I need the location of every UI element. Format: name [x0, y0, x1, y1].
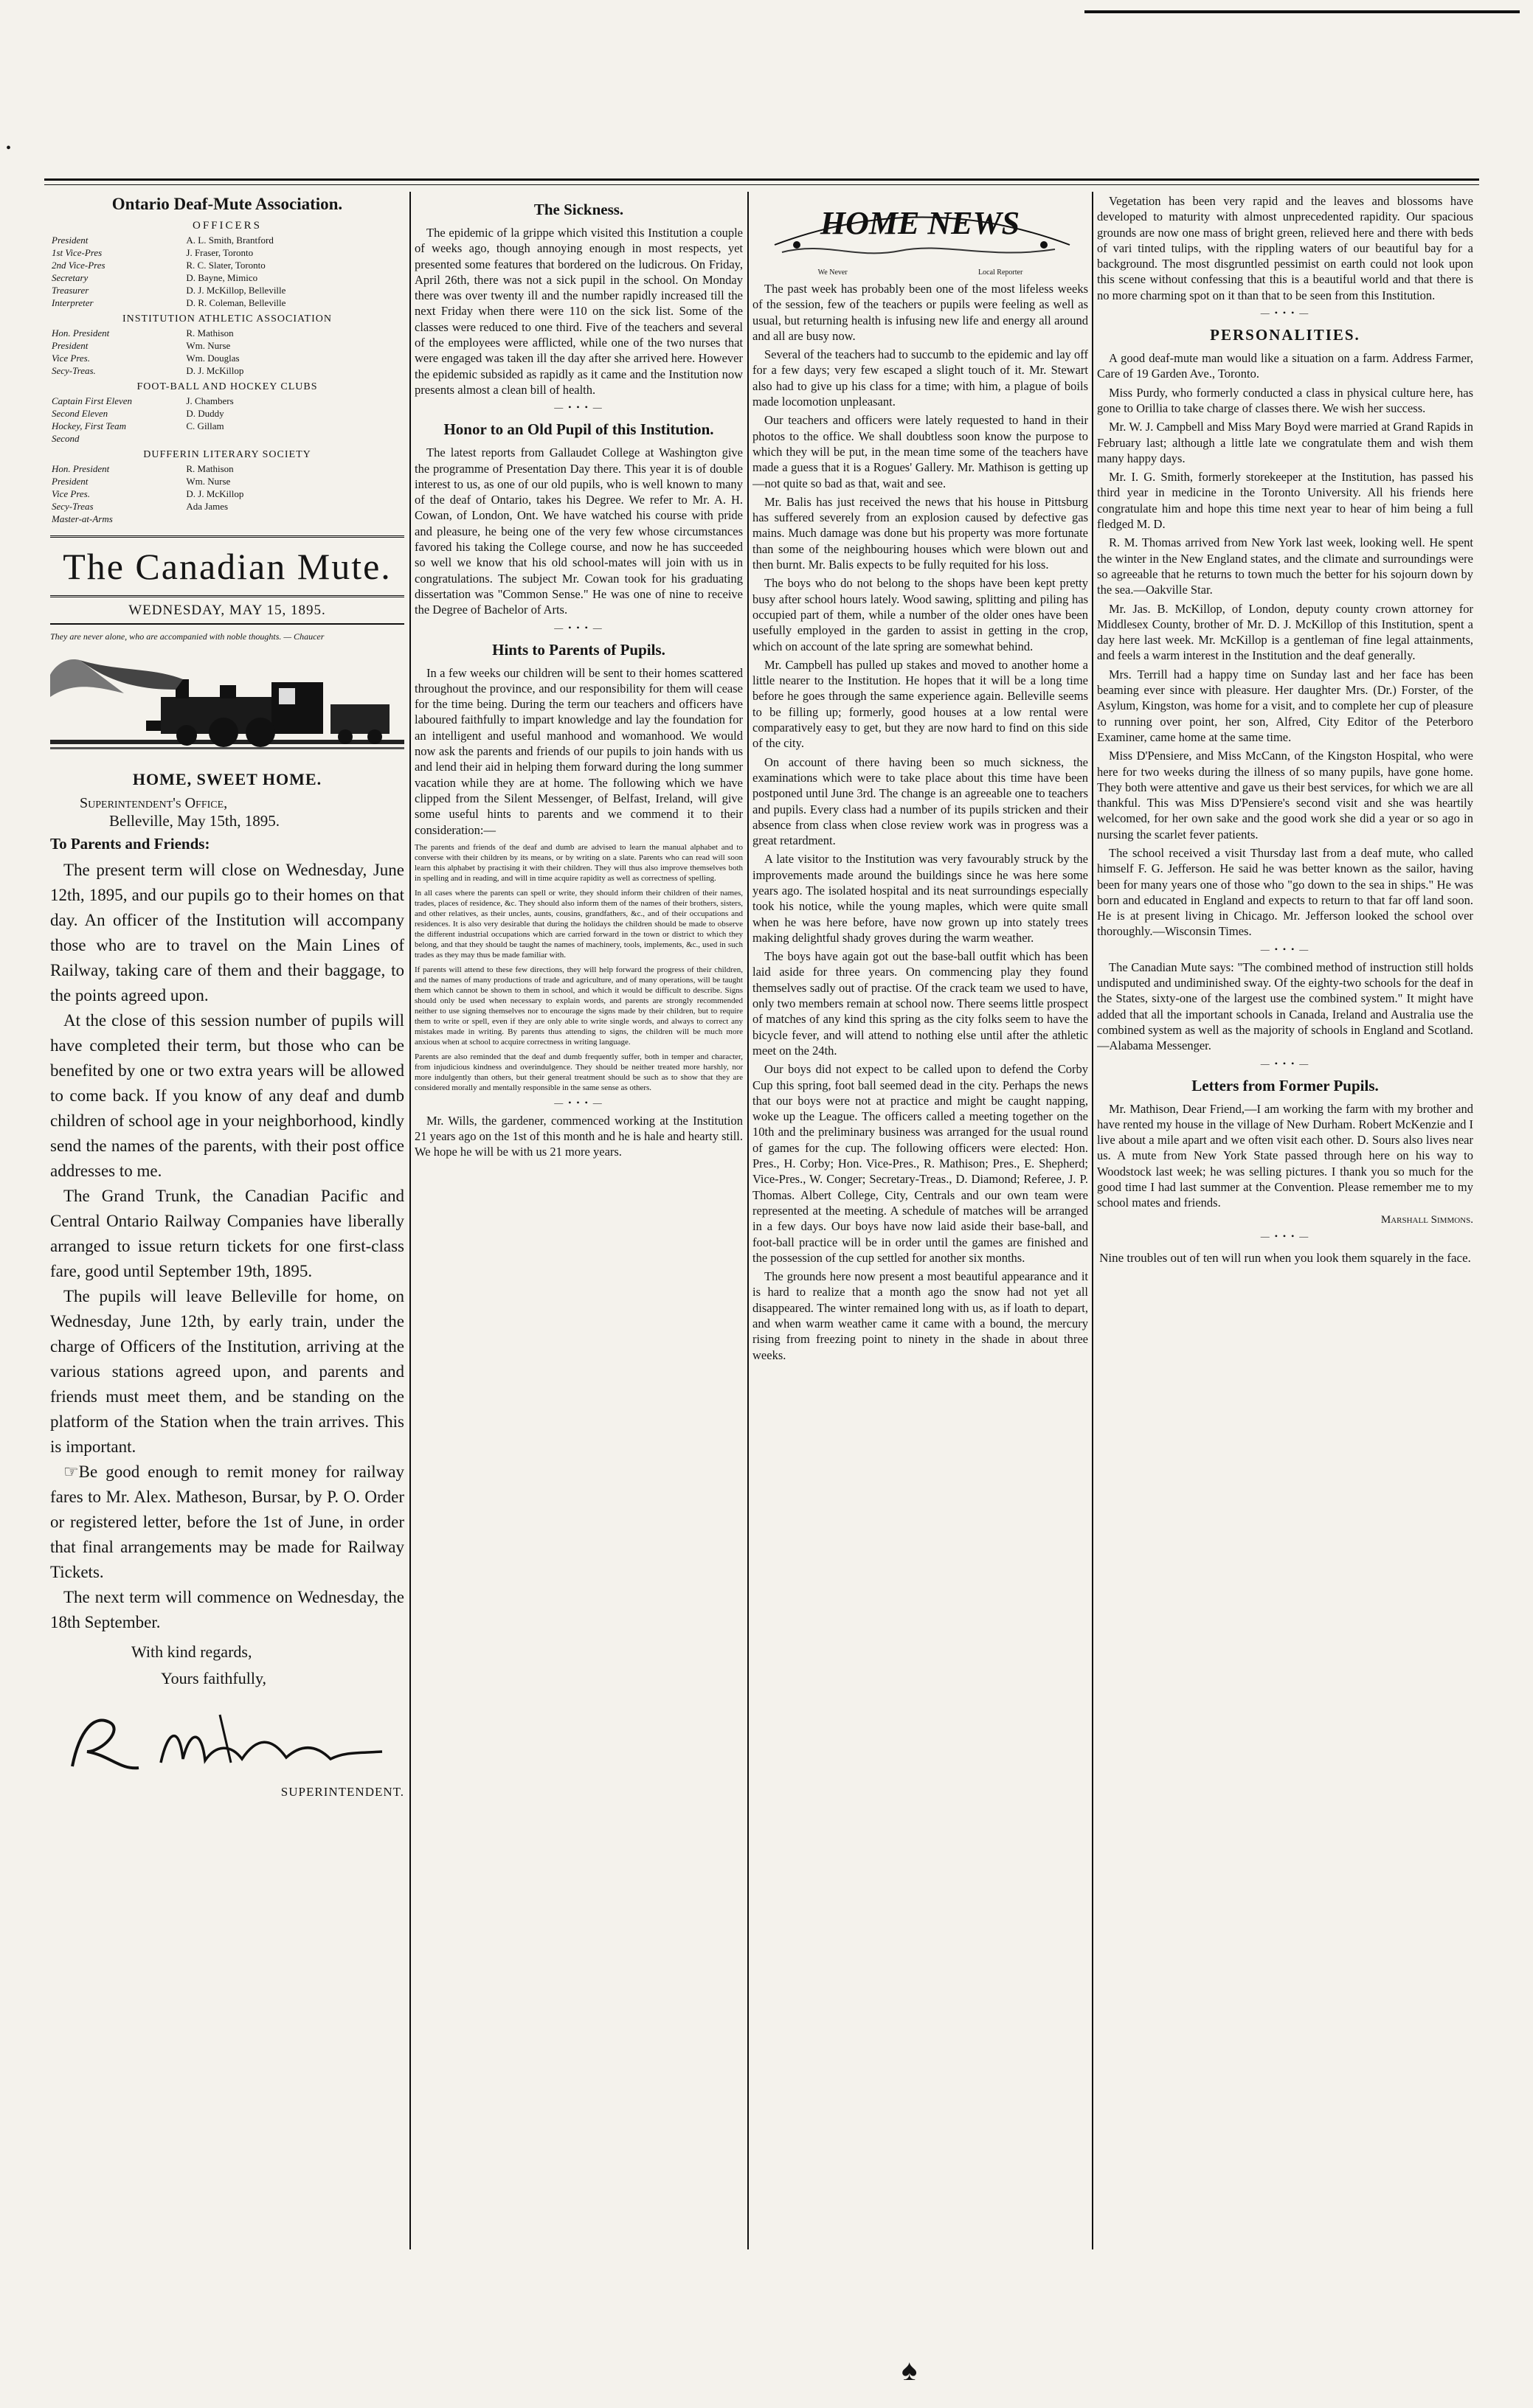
personality-item: Mr. Jas. B. McKillop, of London, deputy county crown attorney for Middlesex County, brother of Mr. D. J. McKillop of this Institution, spent a day here last week. Mr. McKillop is a gentleman of fine legal attainments, and feels a warm interest in the Institution and the deaf generally.: [1097, 601, 1473, 663]
officer-name: D. J. McKillop: [186, 488, 244, 499]
section-divider: — • • • —: [1260, 1058, 1310, 1069]
column-4: [1097, 193, 1473, 1266]
officer-row: [50, 475, 404, 488]
officer-name: R. Mathison: [186, 463, 234, 474]
officer-row: [50, 364, 404, 377]
officer-title: Hon. President: [52, 463, 110, 474]
officer-title: Treasurer: [52, 285, 89, 296]
news-paragraph: Several of the teachers had to succumb to the epidemic and lay off for a few days; very few escaped a slight touch of it. Mr. Stewart also had to give up his class for a time; with him, a plague of boils made locomotion unpleasant.: [752, 347, 1088, 409]
officer-title: Interpreter: [52, 297, 94, 308]
bottom-ornament: ♠: [902, 2353, 918, 2387]
letter-yours: Yours faithfully,: [161, 1669, 267, 1687]
sickness-heading: The Sickness.: [533, 201, 624, 218]
epigraph-quote: They are never alone, who are accompanied with noble thoughts. — Chaucer: [50, 631, 325, 642]
officer-name: D. J. McKillop: [186, 365, 244, 376]
logo-subtitle: [752, 268, 1088, 277]
officer-name: D. J. McKillop, Belleville: [186, 285, 286, 296]
personalities-heading: PERSONALITIES.: [1210, 326, 1360, 344]
officer-row: [50, 462, 404, 475]
officer-name: Ada James: [186, 501, 229, 512]
officer-title: Second: [52, 433, 80, 444]
athletic-table: [50, 327, 404, 377]
officer-title: Secy-Treas.: [52, 365, 96, 376]
officer-row: [50, 420, 404, 432]
news-paragraph: The grounds here now present a most beautiful appearance and it is hard to realize that a month ago the snow had not yet all disappeared. The winter remained long with us, as if loath to depart, and when warm weather came it came with a bound, the mercury rising from freezing point to ninety in the shade in about three weeks.: [752, 1269, 1088, 1362]
date-line: WEDNESDAY, MAY 15, 1895.: [50, 600, 404, 625]
officer-row: [50, 234, 404, 246]
header-rule-thin: [44, 184, 1479, 185]
vegetation-article: Vegetation has been very rapid and the leaves and blossoms have developed to maturity with almost unprecedented rapidity. Our spacious grounds are now one mass of bright green, relieved here and there with beds of vari tinted tulips, with the rippling waters of our beautiful bay for a background. The most disgruntled pessimist on earth could not look upon this scene without confessing that this is a beautiful world and that there is no more charming spot on it than that to be seen from this Institution.: [1097, 194, 1473, 302]
officer-title: Hon. President: [52, 327, 110, 339]
logo-sub-left: We Never: [817, 268, 848, 277]
hints-article: In a few weeks our children will be sent to their homes scattered throughout the province, and our responsibility for them will cease for the time being. During the term our teachers and officers have laboured faithfully to impart knowledge and lay the foundation for an intelligent and useful manhood and womanhood. We would now ask the parents and friends of our pupils to join hands with us and lend their aid in helping them forward during the long summer vacation while they are at home. The following which we have clipped from the Silent Messenger, of Belfast, Ireland, will give some useful hints to parents and we commend it to their consideration:—: [415, 665, 743, 837]
personality-item: Mr. W. J. Campbell and Miss Mary Boyd were married at Grand Rapids in February last; although a little late we congratulate them and wish them many happy days.: [1097, 420, 1473, 465]
letter-salutation: To Parents and Friends:: [50, 835, 210, 853]
officer-name: [184, 432, 404, 445]
logo-text: HOME NEWS: [820, 205, 1020, 241]
section-divider: — • • • —: [554, 402, 603, 413]
officer-name: C. Gillam: [186, 420, 224, 431]
news-paragraph: A late visitor to the Institution was very favourably struck by the improvements made around the buildings since he was here some years ago. The isolated hospital and its neat surroundings especially took his notice, while the young maples, which were quite small when he was here before, have now grown up into stately trees making delightful shady groves during the warm weather.: [752, 852, 1088, 945]
personality-item: The school received a visit Thursday last from a deaf mute, who called himself F. G. Jefferson. He said he was better known as the sailor, having been for many years one of those who "go down to the sea in ships." He was born and educated in England and expects to return to that far off land soon. He is at present living in Chicago. Mr. Jefferson looked the school over thoroughly.—Wisconsin Times.: [1097, 845, 1473, 939]
officer-row: [50, 407, 404, 420]
officer-row: [50, 296, 404, 309]
officers-table: [50, 234, 404, 309]
letter-paragraph: The present term will close on Wednesday, June 12th, 1895, and our pupils go to their homes on that day. An officer of the Institution will accompany those who are to travel on the Main Lines of Railway, taking care of them and their baggage, to the points agreed upon.: [50, 861, 404, 1005]
officer-title: Captain First Eleven: [52, 395, 133, 406]
officer-row: [50, 271, 404, 284]
officer-row: [50, 284, 404, 296]
paper-title: The Canadian Mute.: [63, 546, 392, 587]
personality-item: A good deaf-mute man would like a situation on a farm. Address Farmer, Care of 19 Garden Ave., Toronto.: [1097, 351, 1473, 381]
personality-item: Mrs. Terrill had a happy time on Sunday last and her face has been beaming ever since with pleasure. Her daughter Mrs. (Dr.) Forster, of the Asylum, Kingston, was home for a visit, and to complete her cup of pleasure to running over point, her son, Alfred, City Editor of the Peterboro Examiner, came home at the same time.: [1097, 667, 1473, 744]
officer-title: Secretary: [52, 272, 89, 283]
officer-name: R. Mathison: [186, 327, 234, 339]
officer-name: [184, 513, 404, 525]
letter-paragraph: At the close of this session number of pupils will have completed their term, but those who can be benefited by one or two extra years will be allowed to come back. If you know of any deaf and dumb children of school age in your neighborhood, kindly send the names of the parents, with their post office addresses to me.: [50, 1011, 404, 1180]
hints-excerpt: [415, 842, 743, 1093]
news-paragraph: On account of there having been so much sickness, the examinations which were to take place about this time have been postponed until June 3rd. The change is an agreeable one to teachers and pupils. Every class had a number of its pupils stricken and their absence from class when close review work was in progress was a great retardment.: [752, 754, 1088, 848]
officer-row: [50, 327, 404, 339]
column-2: [415, 193, 743, 1163]
wills-article: Mr. Wills, the gardener, commenced working at the Institution 21 years ago on the 1st of this month and he is hale and hearty still. We hope he will be with us 21 more years.: [415, 1113, 743, 1159]
officers-heading: OFFICERS: [192, 220, 263, 232]
hints-paragraph: In all cases where the parents can spell or write, they should inform their children of their names, trades, places of residence, &c. They should also inform them of the names of their brothers, sisters, and other relatives, as their uncles, aunts, cousins, grandfathers, &c., and of their occupations and residences. It is also very desirable that during the holidays the children should be made to observe the different industrial occupations which are carried forward in the town or district to which they belong, and that they should be taught the names of machinery, tools, implements, &c., used in such trades as they may thus be made familiar with.: [415, 888, 743, 960]
officer-row: [50, 513, 404, 525]
hints-paragraph: The parents and friends of the deaf and dumb are advised to learn the manual alphabet and to converse with their children by its means, or by writing on a slate. Parents who can read will soon learn this alphabet by practising it with their children. They will thus also improve themselves both in spelling and in reading, and will in time acquire rapidity as well as correctness of spelling.: [415, 842, 743, 883]
letter-paragraph: The next term will commence on Wednesday, the 18th September.: [50, 1588, 404, 1631]
handwritten-signature: [50, 1700, 404, 1781]
personality-item: R. M. Thomas arrived from New York last week, looking well. He spent the winter in the New England states, and the climate and surroundings were so agreeable that he returns to town much the better for his sojourn down by the sea.—Oakville Star.: [1097, 535, 1473, 597]
officer-name: D. R. Coleman, Belleville: [186, 297, 286, 308]
officer-title: Vice Pres.: [52, 488, 90, 499]
news-paragraph: Our boys did not expect to be called upon to defend the Corby Cup this spring, foot ball seemed dead in the city. Perhaps the news that our boys were not at practice and might be caught napping, woke up the League. The officers called a meeting together on the 10th and the preliminary business was arranged for the usual round of games for the cup. The following officers were elected: Hon. Pres., H. Corby; Hon. Vice-Pres., R. Mathison; Pres., E. Shepherd; Vice-Pres., W. Conger; Secretary-Treas., D. Diamond; Referee, J. P. Thomas. Albert College, City, Centrals and our own team were represented at the meeting. A schedule of matches will be arranged in a few days. Our boys have now laid aside their base-ball, and foot-ball practice will be in order until the games are finished and the possession of the cup settled for another six months.: [752, 1062, 1088, 1265]
officer-row: [50, 246, 404, 259]
personalities-body: [1097, 350, 1473, 940]
personality-item: Miss Purdy, who formerly conducted a class in physical culture here, has gone to Orillia to take charge of classes there. We wish her success.: [1097, 385, 1473, 415]
officer-name: D. Bayne, Mimico: [186, 272, 258, 283]
personality-item: Miss D'Pensiere, and Miss McCann, of the Kingston Hospital, who were here for two weeks during the illness of so many pupils, have gone home. They both were attentive and gave us their best services, for which we are all thankful. This was Miss D'Pensiere's second visit and she was heartily welcomed, for her own sake and the good work she did a year or so ago in nursing the scarlet fever patients.: [1097, 749, 1473, 842]
officer-row: [50, 432, 404, 445]
section-divider: — • • • —: [1260, 308, 1310, 319]
hints-paragraph: Parents are also reminded that the deaf and dumb frequently suffer, both in temper and character, from injudicious kindness and overindulgence. They should be neither treated more harshly, nor more indulgently than others, but their general treatment should be such as to show that they are considered morally and mentally responsible in the same sense as others.: [415, 1052, 743, 1092]
officer-title: 1st Vice-Pres: [52, 247, 103, 258]
news-paragraph: The boys who do not belong to the shops have been kept pretty busy after school hours lately. Wood sawing, splitting and piling has occupied part of them, while a number of the older ones have been usefully employed in the garden to assist in getting in the crop, which on account of the late spring are somewhat behind.: [752, 576, 1088, 653]
officer-name: Wm. Douglas: [186, 353, 240, 364]
locomotive-illustration: [50, 653, 404, 756]
letter-paragraph: The pupils will leave Belleville for home, on Wednesday, June 12th, by early train, under the charge of Officers of the Institution, arriving at the various stations agreed upon, and parents and friends must meet them, and be standing on the platform of the Station when the train arrives. This is important.: [50, 1287, 404, 1456]
football-heading: FOOT-BALL AND HOCKEY CLUBS: [136, 381, 318, 392]
officer-row: [50, 259, 404, 271]
officer-title: President: [52, 476, 89, 487]
association-title: Ontario Deaf-Mute Association.: [111, 195, 343, 213]
officer-row: [50, 352, 404, 364]
news-paragraph: The past week has probably been one of the most lifeless weeks of the session, few of the teachers or pupils were feeling as well as usual, but returning health is infusing new life and energy all around and all are busy now.: [752, 282, 1088, 343]
sickness-article: The epidemic of la grippe which visited this Institution a couple of weeks ago, though annoying enough in most respects, yet presented some features that bordered on the ludicrous. On Friday, April 26th, there was not a sick pupil in the school. On Monday there was over twenty ill and the number rapidly increased till the next Friday when there were 110 on the sick list. Some of the classes were reduced to one third. Five of the teachers and several of the employees were afflicted, while one of the two nurses that were engaged was taken ill the day after she arrived here. However the epidemic subsided as rapidly as it came and the Institution now presents almost a clean bill of health.: [415, 226, 743, 397]
officer-row: [50, 395, 404, 407]
football-table: [50, 395, 404, 445]
section-divider: — • • • —: [1260, 1230, 1310, 1241]
hints-heading: Hints to Parents of Pupils.: [492, 640, 665, 659]
officer-row: [50, 500, 404, 513]
office-line: Superintendent's Office,: [80, 795, 228, 811]
honor-heading: Honor to an Old Pupil of this Institution.: [443, 420, 714, 439]
honor-article: The latest reports from Gallaudet College at Washington give the programme of Presentation Day there. This year it is of double interest to us, as one of our old pupils, who is well known to many of the deaf of Ontario, takes his Degree. We refer to Mr. A. H. Cowan, of London, Ont. We have watched his course with pride and pleasure, he being one of the very few whose circumstances favored his taking the College course, and now he has succeeded so well we know that his old school-mates will join with us in congratulations. The subject Mr. Cowan took for his graduating dissertation was "Common Sense." He was one of nine to receive the Degree of Bachelor of Arts.: [415, 445, 743, 617]
officer-name: A. L. Smith, Brantford: [186, 235, 274, 246]
letter-paragraph: ☞Be good enough to remit money for railway fares to Mr. Alex. Matheson, Bursar, by P. O. Order or registered letter, before the 1st of June, in order that final arrangements may be made for Railway Tickets.: [50, 1463, 404, 1581]
letter-paragraph: The Grand Trunk, the Canadian Pacific and Central Ontario Railway Companies have liberally arranged to issue return tickets for one first-class fare, good until September 19th, 1895.: [50, 1187, 404, 1280]
footer-maxim: Nine troubles out of ten will run when you look them squarely in the face.: [1099, 1250, 1471, 1265]
dufferin-table: [50, 462, 404, 525]
section-divider: — • • • —: [1260, 943, 1310, 954]
officer-title: Hockey, First Team: [52, 420, 126, 431]
officer-title: President: [52, 340, 89, 351]
margin-mark: •: [6, 140, 12, 156]
officer-title: Master-at-Arms: [52, 513, 113, 524]
column-rule-2: [747, 192, 749, 2249]
letter-regards: With kind regards,: [131, 1642, 252, 1661]
dufferin-heading: DUFFERIN LITERARY SOCIETY: [143, 449, 311, 460]
column-1: [50, 193, 404, 1800]
officer-title: President: [52, 235, 89, 246]
officer-name: R. C. Slater, Toronto: [186, 260, 266, 271]
officer-name: Wm. Nurse: [186, 476, 231, 487]
logo-sub-right: Local Reporter: [978, 268, 1023, 277]
home-heading: HOME, SWEET HOME.: [132, 770, 322, 788]
superintendent-title: SUPERINTENDENT.: [280, 1785, 404, 1799]
news-paragraph: The boys have again got out the base-ball outfit which has been laid aside for three years. On commencing play they found themselves sadly out of practise. Of the crack team we used to have, only two members remain at school now. There seems little prospect of matches of any kind this spring as the city folks seem to have the bicycle fever, and will attend to nothing else until after the athletic meet on the 24th.: [752, 949, 1088, 1058]
officer-title: Second Eleven: [52, 408, 108, 419]
nameplate: [50, 535, 404, 597]
hints-paragraph: If parents will attend to these few directions, they will help forward the progress of their children, and the names of many productions of trade and agriculture, and of many operations, will be taught them which cannot be shown to them in school, and which it would be difficult to describe. Signs should only be used when necessary to explain words, and parents are strongly recommended neither to use signing themselves nor to encourage the signs made by their children, but to require them to write or spell, even if they are only able to write single words, and always to correct any mistakes made in writing. By parents thus attending to signs, the children will be much more anxious when at school to acquire correctness in writing language.: [415, 965, 743, 1047]
mute-says-article: The Canadian Mute says: "The combined method of instruction still holds undisputed and undiminished sway. Of the eighty-two schools for the deaf in the States, sixty-one of the largest use the combined system." It might have added that all the important schools in Canada, Ireland and Australia use the combined system as well as the majority of schools in England and Scotland.—Alabama Messenger.: [1097, 960, 1473, 1053]
home-news-logo: [752, 193, 1088, 263]
officer-title: 2nd Vice-Pres: [52, 260, 105, 271]
officer-row: [50, 339, 404, 352]
officer-name: D. Duddy: [186, 408, 224, 419]
place-date: Belleville, May 15th, 1895.: [109, 812, 280, 830]
column-3: [752, 193, 1088, 1366]
home-news-body: [752, 281, 1088, 1363]
officer-title: Secy-Treas: [52, 501, 94, 512]
letter-signature: Marshall Simmons.: [1380, 1213, 1473, 1226]
news-paragraph: Mr. Balis has just received the news that his house in Pittsburg has suffered severely from an explosion caused by defective gas mains. Much damage was done but his property was more fortunate than some of the neighbouring houses which were blown out and then burnt. Mr. Balis expects to be fully requited for his loss.: [752, 494, 1088, 572]
news-paragraph: Our teachers and officers were lately requested to hand in their photos to the office. We shall doubtless soon know the purpose to which they will be put, in the mean time some of the teachers have made a guess that it is a Rogues' Gallery. Mr. Mathison is getting up—not quite so bad as that, wait and see.: [752, 413, 1088, 490]
letters-heading: Letters from Former Pupils.: [1191, 1076, 1379, 1094]
news-paragraph: Mr. Campbell has pulled up stakes and moved to another home a little nearer to the Institution. He hopes that it will be a long time before he goes through the same experience again. Belleville seems to be filling up; formerly, good houses at a low rental were comparatively easy to get, but they are now hard to find on this side of the city.: [752, 657, 1088, 751]
header-rule: [44, 178, 1479, 181]
former-pupil-letter: Mr. Mathison, Dear Friend,—I am working the farm with my brother and have rented my house in the village of New Durham. Robert McKenzie and I live about a mile apart and we often visit each other. D. Sours also lives near us. A mute from New York State passed through here on his way to Woodstock last week; he was selling pictures. I thank you so much for the good time I had last summer at the Convention. Please remember me to my school mates and friends.: [1097, 1101, 1473, 1210]
section-divider: — • • • —: [554, 1097, 603, 1108]
officer-row: [50, 488, 404, 500]
officer-name: J. Fraser, Toronto: [186, 247, 254, 258]
officer-title: Vice Pres.: [52, 353, 90, 364]
officer-name: J. Chambers: [186, 395, 234, 406]
top-rule: [1084, 10, 1520, 13]
personality-item: Mr. I. G. Smith, formerly storekeeper at the Institution, has passed his third year in medicine in the Toronto University. All his friends here congratulate him and hope this time next year to hear of him being a full fledged M. D.: [1097, 470, 1473, 532]
athletic-heading: INSTITUTION ATHLETIC ASSOCIATION: [122, 313, 332, 325]
column-rule-1: [409, 192, 411, 2249]
officer-name: Wm. Nurse: [186, 340, 231, 351]
section-divider: — • • • —: [554, 622, 603, 633]
letter-body: [50, 858, 404, 1635]
column-rule-3: [1092, 192, 1093, 2249]
